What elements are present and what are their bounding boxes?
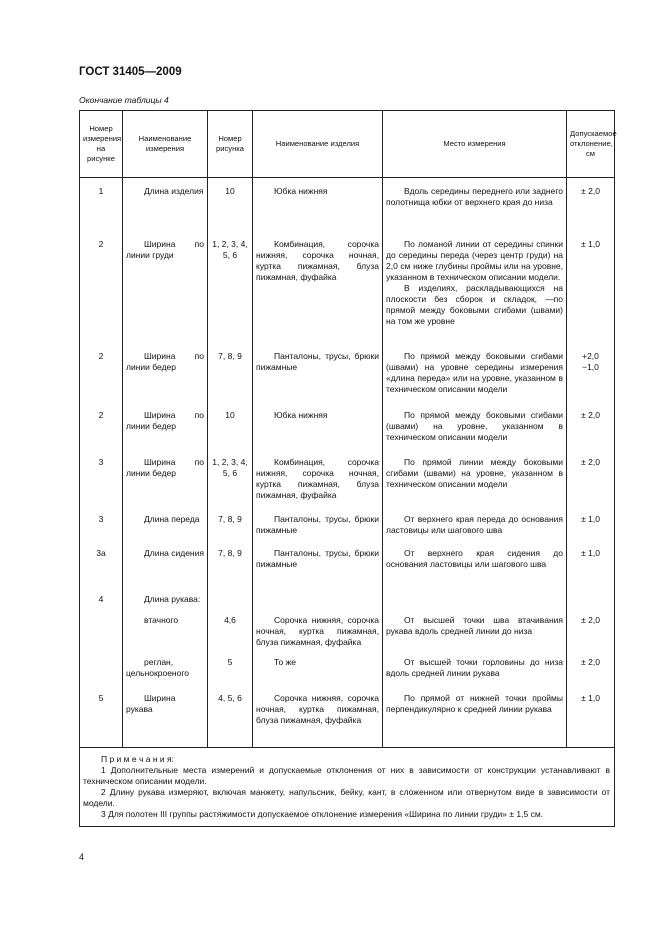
- header-measure-name: Наименование измерения: [123, 111, 208, 178]
- cell-location: По прямой между боковыми сгибами (швами) на уровне середины измерения «длина переда» или на уровне, указанном в техническом описании модели: [383, 351, 567, 410]
- notes-row: [80, 747, 615, 826]
- table-row: [80, 594, 615, 615]
- cell-tolerance: ± 2,0: [567, 657, 615, 693]
- cell-no: 3: [80, 457, 123, 514]
- header-tolerance: Допускаемое отклонение, см: [567, 111, 615, 178]
- cell-name: Ширина по линии бедер: [123, 457, 208, 514]
- table-row: [80, 351, 615, 410]
- table-header-row: [80, 111, 615, 178]
- cell-no: 5: [80, 693, 123, 747]
- header-location: Место измерения: [383, 111, 567, 178]
- cell-item: Юбка нижняя: [253, 186, 383, 239]
- cell-name: Ширина по линии груди: [123, 239, 208, 351]
- table-row: [80, 548, 615, 594]
- cell-item: Комбинация, сорочка нижняя, сорочка ночная, куртка пижамная, блуза пижамная, фуфайка: [253, 239, 383, 351]
- cell-name: Длина рукава:: [123, 594, 208, 615]
- cell-item: Панталоны, трусы, брюки пижамные: [253, 548, 383, 594]
- note-2: 2 Длину рукава измеряют, включая манжету, напульсник, бейку, кант, в сложенном или отвернутом виде в зависимости от модели.: [83, 786, 610, 808]
- location-text-extra: В изделиях, раскладывающихся на плоскости без сборок и складок, —по прямой между боковыми сгибами (швами) на том же уровне: [386, 283, 563, 326]
- cell-location: От верхнего края сидения до основания ластовицы или шагового шва: [383, 548, 567, 594]
- cell-name: втачного: [123, 615, 208, 657]
- cell-name: Длина изделия: [123, 186, 208, 239]
- cell-fig: 1, 2, 3, 4, 5, 6: [208, 239, 253, 351]
- cell-fig: 7, 8, 9: [208, 514, 253, 548]
- table-row: [80, 514, 615, 548]
- table-row: [80, 186, 615, 239]
- cell-no: 3: [80, 514, 123, 548]
- cell-item: Комбинация, сорочка нижняя, сорочка ночная, куртка пижамная, блуза пижамная, фуфайка: [253, 457, 383, 514]
- table-row: [80, 410, 615, 457]
- cell-tolerance: ± 2,0: [567, 615, 615, 657]
- cell-name: Ширина рукава: [123, 693, 208, 747]
- cell-tolerance: ± 1,0: [567, 514, 615, 548]
- note-3: 3 Для полотен III группы растяжимости допускаемое отклонение измерения «Ширина по линии груди» ± 1,5 см.: [101, 808, 544, 819]
- cell-location: По прямой линии между боковыми сгибами (швами) на уровне, указанном в техническом описании модели: [383, 457, 567, 514]
- cell-tolerance: ± 1,0: [567, 548, 615, 594]
- cell-item: Панталоны, трусы, брюки пижамные: [253, 514, 383, 548]
- header-figure-no: Номер рисунка: [208, 111, 253, 178]
- cell-fig: 10: [208, 410, 253, 457]
- notes-cell: [80, 747, 615, 826]
- cell-fig: 10: [208, 186, 253, 239]
- cell-tolerance: ± 2,0: [567, 457, 615, 514]
- cell-name: Длина сидения: [123, 548, 208, 594]
- cell-item: Сорочка нижняя, сорочка ночная, куртка пижамная, блуза пижамная, фуфайка: [253, 615, 383, 657]
- cell-no: 3а: [80, 548, 123, 594]
- cell-fig: 4, 5, 6: [208, 693, 253, 747]
- location-text: По ломаной линии от середины спинки до середины переда (через центр груди) на 2,0 см ниже глубины проймы или на уровне, указанном в техническом описании модели.: [386, 239, 563, 282]
- tolerance-minus: −1,0: [582, 362, 599, 372]
- cell-no: 1: [80, 186, 123, 239]
- cell-tolerance: ± 1,0: [567, 239, 615, 351]
- table-row: [80, 457, 615, 514]
- cell-location: От высшей точки шва втачивания рукава вдоль средней линии до низа: [383, 615, 567, 657]
- page-number: 4: [79, 852, 85, 862]
- cell-fig: 4,6: [208, 615, 253, 657]
- cell-name: реглан, цельнокроеного: [123, 657, 208, 693]
- notes-title: П р и м е ч а н и я:: [101, 753, 174, 764]
- tolerance-plus: +2,0: [582, 351, 599, 361]
- header-measure-no: Номер измерения на рисунке: [80, 111, 123, 178]
- table-row: [80, 615, 615, 657]
- cell-no: 2: [80, 239, 123, 351]
- cell-location: От верхнего края переда до основания ластовицы или шагового шва: [383, 514, 567, 548]
- cell-tolerance: [567, 351, 615, 410]
- measurements-table: [79, 110, 615, 827]
- table-row: [80, 693, 615, 747]
- table-row: [80, 239, 615, 351]
- cell-tolerance: ± 2,0: [567, 186, 615, 239]
- cell-no: 2: [80, 410, 123, 457]
- cell-location: От высшей точки горловины до низа вдоль средней линии рукава: [383, 657, 567, 693]
- cell-tolerance: ± 2,0: [567, 410, 615, 457]
- cell-name: Ширина по линии бедер: [123, 351, 208, 410]
- cell-tolerance: ± 1,0: [567, 693, 615, 747]
- cell-fig: 5: [208, 657, 253, 693]
- cell-no: 2: [80, 351, 123, 410]
- cell-item: Юбка нижняя: [253, 410, 383, 457]
- standard-title: ГОСТ 31405—2009: [79, 66, 182, 78]
- cell-location: По прямой между боковыми сгибами (швами) на уровне, указанном в техническом описании модели: [383, 410, 567, 457]
- cell-location: Вдоль середины переднего или заднего полотнища юбки от верхнего края до низа: [383, 186, 567, 239]
- cell-fig: 1, 2, 3, 4, 5, 6: [208, 457, 253, 514]
- cell-location: [383, 239, 567, 351]
- cell-name: Ширина по линии бедер: [123, 410, 208, 457]
- table-row: [80, 657, 615, 693]
- cell-item: Панталоны, трусы, брюки пижамные: [253, 351, 383, 410]
- cell-no: 4: [80, 594, 123, 615]
- cell-fig: 7, 8, 9: [208, 548, 253, 594]
- cell-item: То же: [253, 657, 383, 693]
- cell-fig: 7, 8, 9: [208, 351, 253, 410]
- header-item-name: Наименование изделия: [253, 111, 383, 178]
- cell-location: По прямой от нижней точки проймы перпендикулярно к средней линии рукава: [383, 693, 567, 747]
- cell-item: Сорочка нижняя, сорочка ночная, куртка пижамная, блуза пижамная, фуфайка: [253, 693, 383, 747]
- table-caption: Окончание таблицы 4: [79, 95, 169, 105]
- cell-name: Длина переда: [123, 514, 208, 548]
- note-1: 1 Дополнительные места измерений и допускаемые отклонения от них в зависимости от конструкции устанавливают в техническом описании модели.: [83, 764, 610, 786]
